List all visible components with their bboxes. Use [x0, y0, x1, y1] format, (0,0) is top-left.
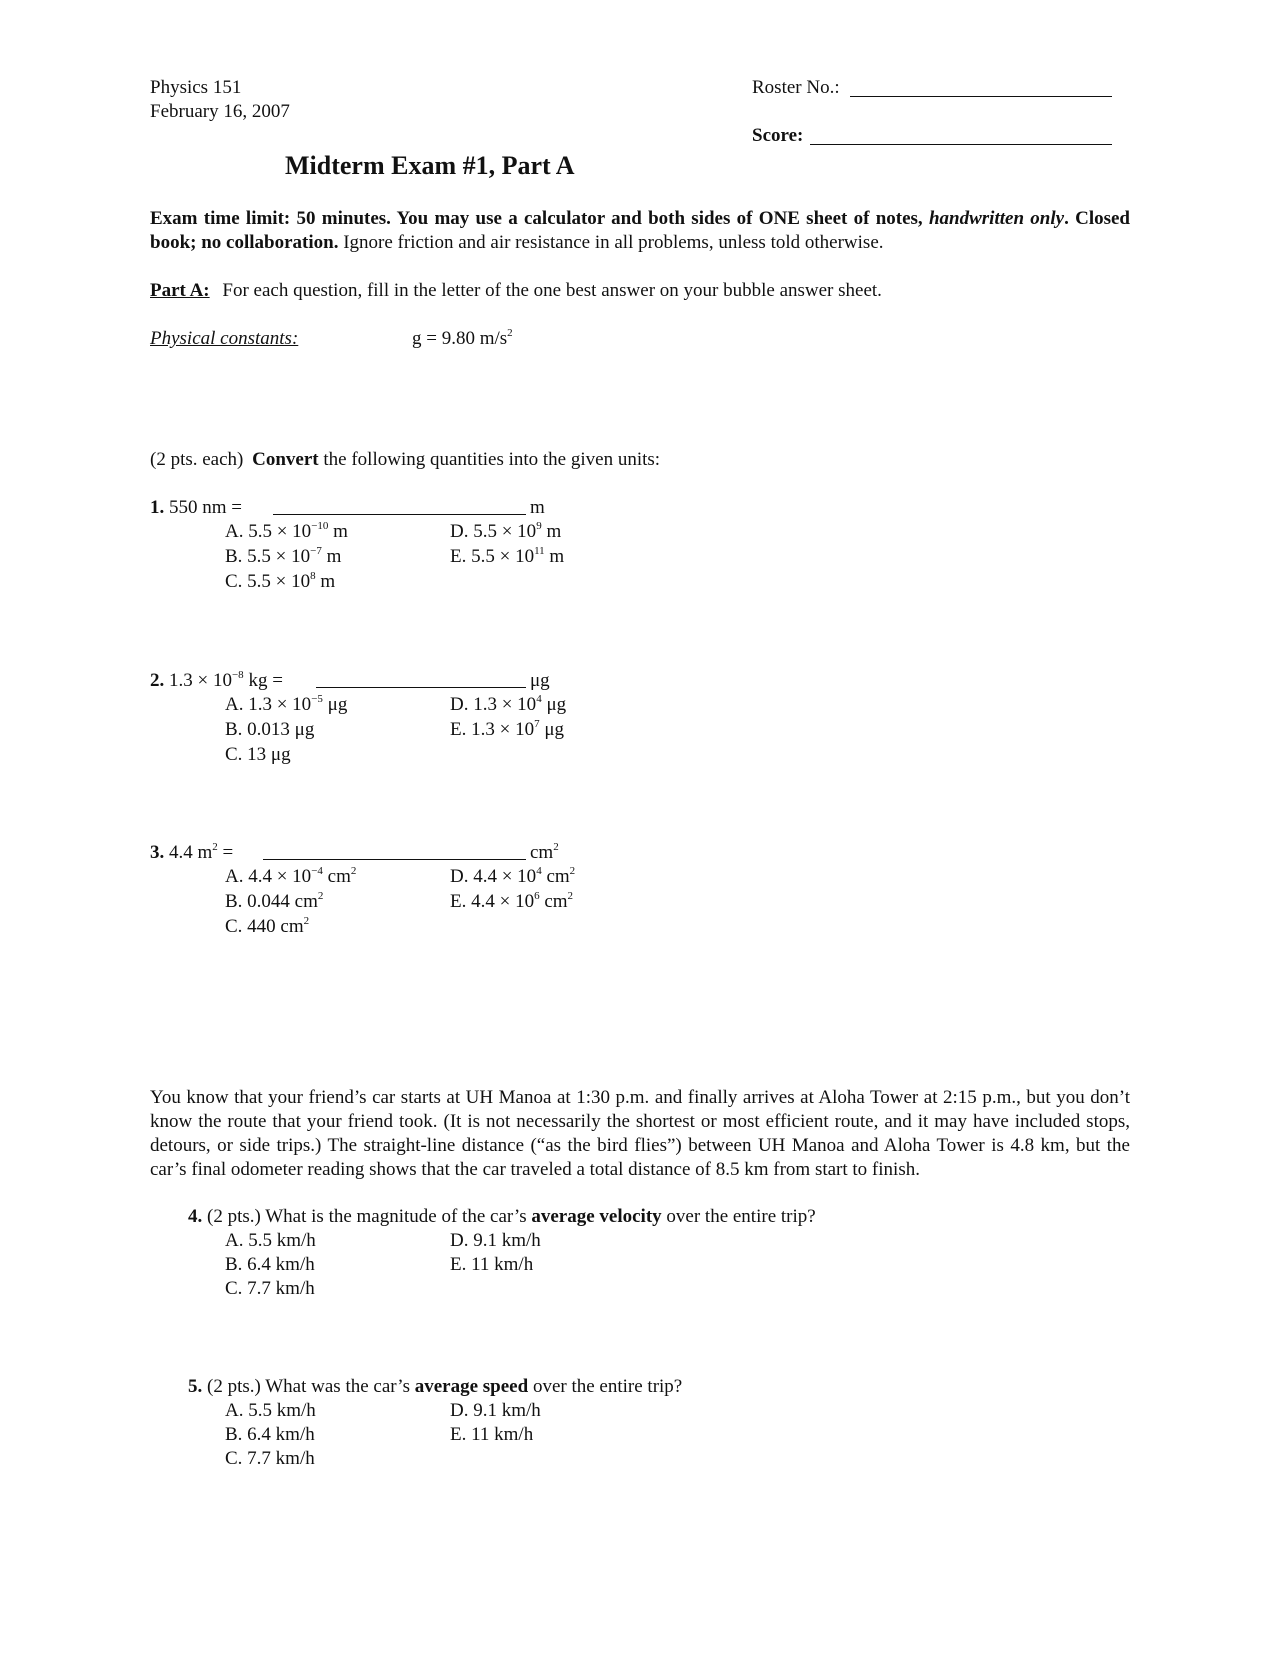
q2-prompt-pre: 1.3 × 10	[169, 670, 232, 691]
q5-option-b: B. 6.4 km/h	[225, 1424, 315, 1445]
q5-option-e: E. 11 km/h	[450, 1424, 534, 1445]
part-a-label: Part A:	[150, 280, 210, 301]
gravity-exp: 2	[507, 327, 513, 339]
q3-number: 3.	[150, 842, 165, 863]
q2-option-d: D. $1.3 \times 10^4$ μg	[450, 693, 567, 715]
handwritten-text: handwritten only	[928, 208, 1065, 229]
q3-option-c: C. 440 $cm^2$	[225, 915, 310, 937]
q3-prompt-pre: 4.4 m	[169, 842, 213, 863]
q3-option-b: B. 0.044 $cm^2$	[225, 890, 324, 912]
q4-option-c: C. 7.7 km/h	[225, 1278, 315, 1299]
constants-label: Physical constants:	[150, 328, 299, 349]
q2-prompt-post: kg =	[243, 670, 283, 691]
roster-field[interactable]	[850, 96, 1112, 97]
q3-option-a: A. $4.4 \times 10^{-4}$ $cm^2$	[225, 865, 357, 887]
part-a-line	[150, 280, 882, 303]
q5-pts: (2 pts.)	[207, 1376, 261, 1397]
q5-prompt	[188, 1376, 682, 1399]
scenario-paragraph: You know that your friend’s car starts at UH Manoa at 1:30 p.m. and finally arrives at Aloha Tower at 2:15 p.m., but you don’t know the route that your friend took. (It is not necessarily the shortest or most efficient route, and it may have included stops, detours, or side trips.) The straight-line distance (“as the bird flies”) between UH Manoa and Aloha Tower is 4.8 km, but the car’s final odometer reading shows that the car traveled a total distance of 8.5 km from start to finish.	[150, 1087, 1130, 1180]
q5-bold: average speed	[414, 1376, 529, 1397]
q1-option-b: B. $5.5 \times 10^{-7}$ m	[225, 545, 342, 567]
instructions	[150, 207, 1130, 255]
q1-prompt-text: 550 nm =	[169, 497, 242, 518]
q1-answer-blank[interactable]	[273, 514, 526, 515]
roster-label: Roster No.:	[752, 77, 840, 98]
q3-option-e: E. $4.4 \times 10^6$ $cm^2$	[450, 890, 574, 912]
q5-option-d: D. 9.1 km/h	[450, 1400, 541, 1421]
q4-option-a: A. 5.5 km/h	[225, 1230, 316, 1251]
q1-number: 1.	[150, 497, 165, 518]
q1-prompt	[150, 497, 242, 520]
q5-number: 5.	[188, 1376, 203, 1397]
q2-unit: μg	[530, 670, 550, 691]
q3-prompt-exp: 2	[212, 841, 218, 853]
q5-post: over the entire trip?	[532, 1376, 683, 1397]
q4-pts: (2 pts.)	[207, 1206, 261, 1227]
q5-option-c: C. 7.7 km/h	[225, 1448, 315, 1469]
time-limit-text: Exam time limit: 50 minutes. You may use a calculator and both sides of ONE sheet of notes,	[150, 208, 923, 229]
instructions-dot: .	[1064, 208, 1069, 229]
convert-pts: (2 pts. each)	[150, 449, 244, 470]
exam-date: February 16, 2007	[150, 101, 290, 122]
score-field[interactable]	[810, 144, 1112, 145]
q1-option-c: C. $5.5 \times 10^8$ m	[225, 570, 336, 592]
q4-bold: average velocity	[531, 1206, 662, 1227]
q5-option-a: A. 5.5 km/h	[225, 1400, 316, 1421]
q3-prompt-post: =	[217, 842, 234, 863]
q3-answer-blank[interactable]	[263, 859, 526, 860]
q3-unit: $cm^2$	[530, 841, 559, 863]
q4-post: over the entire trip?	[666, 1206, 816, 1227]
q1-option-d: D. $5.5 \times 10^9$ m	[450, 520, 562, 542]
part-a-text: For each question, fill in the letter of the one best answer on your bubble answer sheet.	[222, 280, 882, 301]
q4-option-b: B. 6.4 km/h	[225, 1254, 315, 1275]
convert-intro	[150, 449, 660, 472]
convert-bold: Convert	[252, 449, 319, 470]
q2-number: 2.	[150, 670, 165, 691]
q4-option-e: E. 11 km/h	[450, 1254, 534, 1275]
q2-option-a: A. $1.3 \times 10^{-5}$ μg	[225, 693, 348, 715]
q4-prompt	[188, 1206, 816, 1229]
q3-prompt	[150, 842, 233, 865]
convert-rest: the following quantities into the given units:	[323, 449, 661, 470]
q1-unit: m	[530, 497, 545, 518]
q2-prompt	[150, 670, 283, 693]
q4-number: 4.	[188, 1206, 203, 1227]
q1-option-e: E. $5.5 \times 10^{11}$ m	[450, 545, 565, 567]
q2-answer-blank[interactable]	[316, 687, 526, 688]
gravity-constant	[412, 328, 513, 351]
gravity-text: g = 9.80 m/s	[412, 328, 508, 349]
q2-option-c: C. 13 μg	[225, 744, 291, 765]
ignore-friction-text: Ignore friction and air resistance in all problems, unless told otherwise.	[343, 232, 884, 253]
q4-pre: What is the magnitude of the car’s	[265, 1206, 527, 1227]
q4-option-d: D. 9.1 km/h	[450, 1230, 541, 1251]
score-label: Score:	[752, 125, 804, 146]
q3-option-d: D. $4.4 \times 10^4$ $cm^2$	[450, 865, 576, 887]
q1-option-a: A. $5.5 \times 10^{-10}$ m	[225, 520, 348, 542]
q2-prompt-exp: −8	[231, 669, 244, 681]
q5-pre: What was the car’s	[265, 1376, 410, 1397]
page-title: Midterm Exam #1, Part A	[285, 151, 575, 180]
course-name: Physics 151	[150, 77, 242, 98]
q2-option-e: E. $1.3 \times 10^7$ μg	[450, 718, 565, 740]
closed-book-text: Closed book; no collaboration.	[150, 208, 1130, 253]
q2-option-b: B. 0.013 μg	[225, 719, 315, 740]
